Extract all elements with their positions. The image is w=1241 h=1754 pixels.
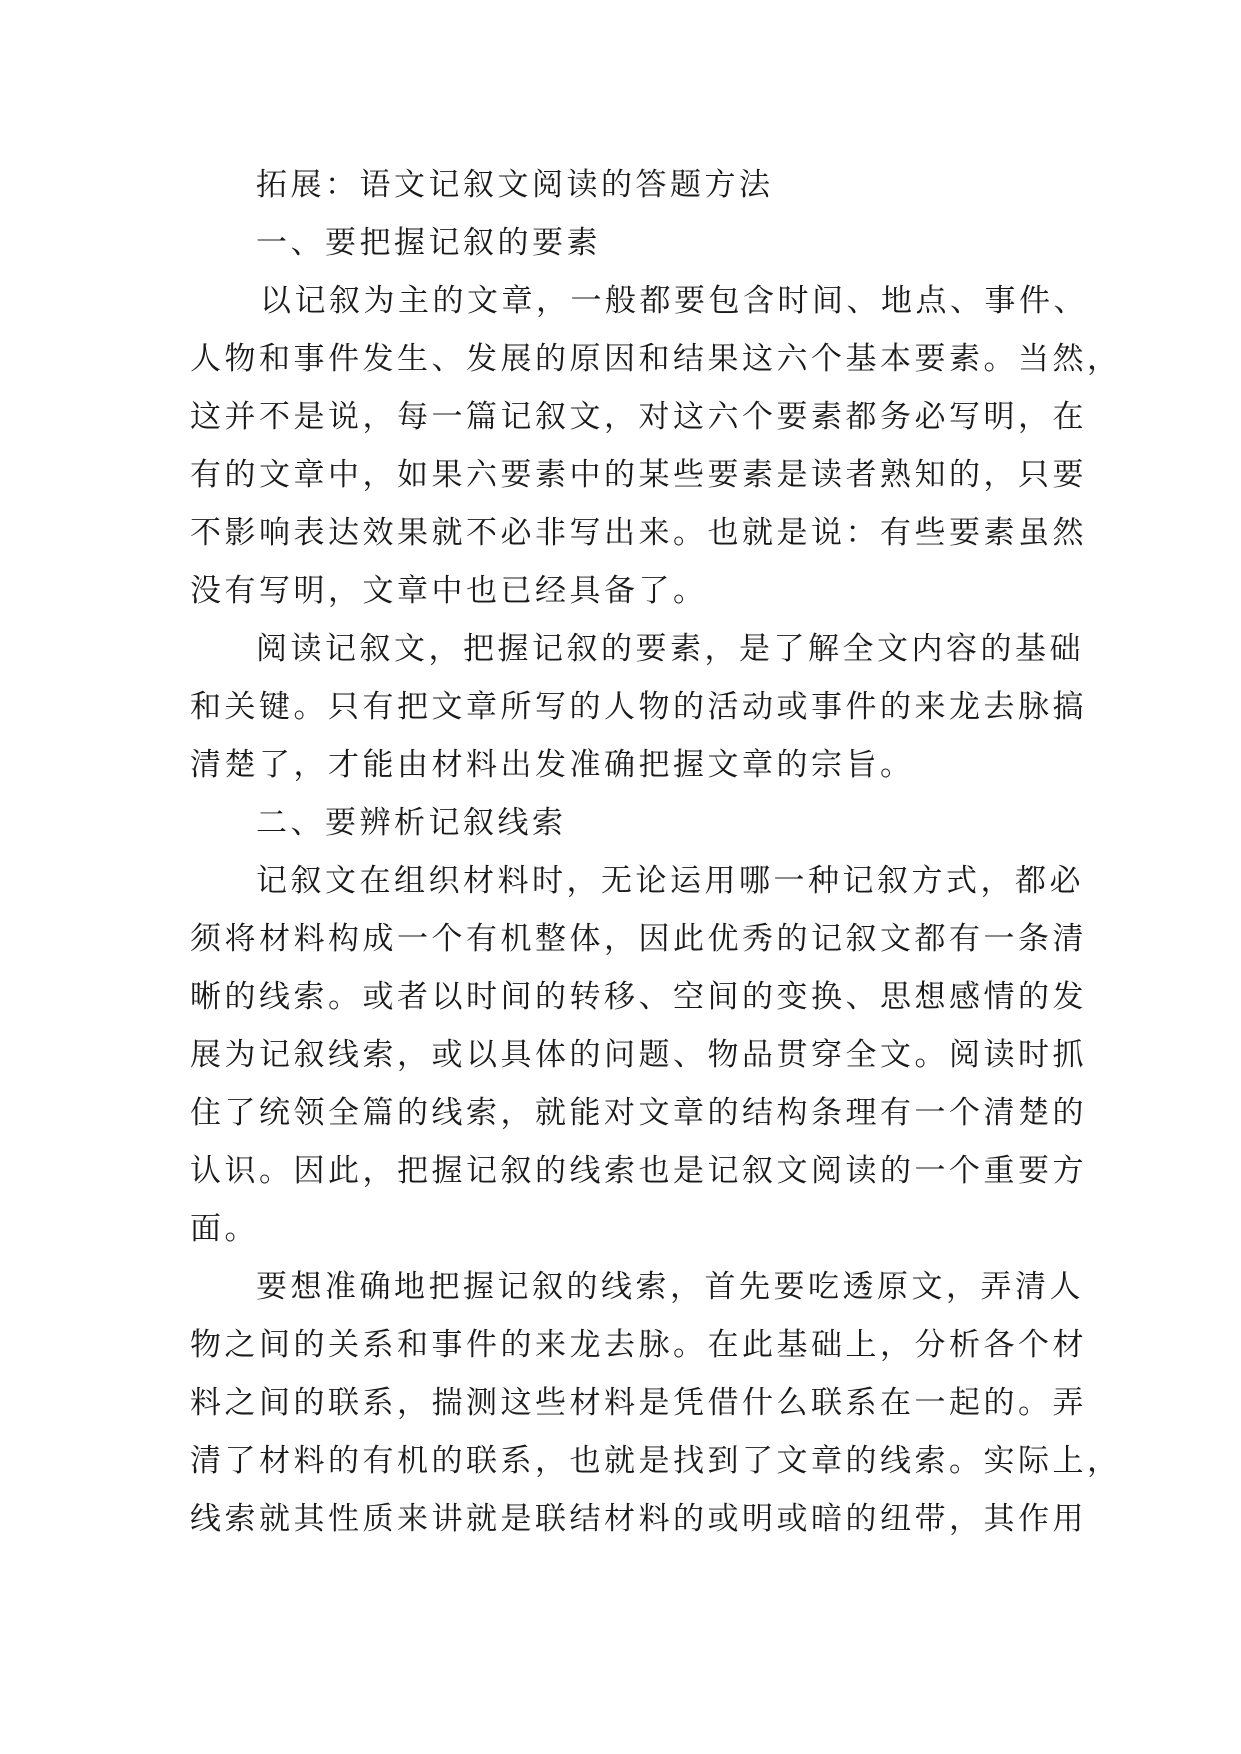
paragraph-line: 清楚了，才能由材料出发准确把握文章的宗旨。 [190,747,915,783]
section-heading: 拓展：语文记叙文阅读的答题方法 [256,167,774,203]
paragraph-line: 没有写明，文章中也已经具备了。 [190,573,708,609]
paragraph-line: 住了统领全篇的线索，就能对文章的结构条理有一个清楚的 [190,1095,1087,1131]
paragraph-line: 不影响表达效果就不必非写出来。也就是说：有些要素虽然 [190,515,1087,551]
paragraph-line: 认识。因此，把握记叙的线索也是记叙文阅读的一个重要方 [190,1153,1087,1189]
paragraph-line: 线索就其性质来讲就是联结材料的或明或暗的纽带，其作用 [190,1501,1087,1537]
paragraph-line: 清了材料的有机的联系，也就是找到了文章的线索。实际上， [190,1443,1122,1479]
paragraph-line: 晰的线索。或者以时间的转移、空间的变换、思想感情的发 [190,979,1087,1015]
subsection-heading: 一、要把握记叙的要素 [256,225,601,261]
paragraph-line: 面。 [190,1211,259,1247]
paragraph-line: 记叙文在组织材料时，无论运用哪一种记叙方式，都必 [256,863,1084,899]
paragraph-line: 料之间的联系，揣测这些材料是凭借什么联系在一起的。弄 [190,1385,1087,1421]
paragraph-line: 有的文章中，如果六要素中的某些要素是读者熟知的，只要 [190,457,1087,493]
paragraph-line: 这并不是说，每一篇记叙文，对这六个要素都务必写明，在 [190,399,1087,435]
subsection-heading: 二、要辨析记叙线索 [256,805,567,841]
paragraph-line: 以记叙为主的文章，一般都要包含时间、地点、事件、 [260,283,1088,319]
paragraph-line: 人物和事件发生、发展的原因和结果这六个基本要素。当然， [190,341,1122,377]
paragraph-line: 展为记叙线索，或以具体的问题、物品贯穿全文。阅读时抓 [190,1037,1087,1073]
paragraph-line: 须将材料构成一个有机整体，因此优秀的记叙文都有一条清 [190,921,1087,957]
paragraph-line: 要想准确地把握记叙的线索，首先要吃透原文，弄清人 [256,1269,1084,1305]
paragraph-line: 阅读记叙文，把握记叙的要素，是了解全文内容的基础 [256,631,1084,667]
paragraph-line: 和关键。只有把文章所写的人物的活动或事件的来龙去脉搞 [190,689,1087,725]
paragraph-line: 物之间的关系和事件的来龙去脉。在此基础上，分析各个材 [190,1327,1087,1363]
